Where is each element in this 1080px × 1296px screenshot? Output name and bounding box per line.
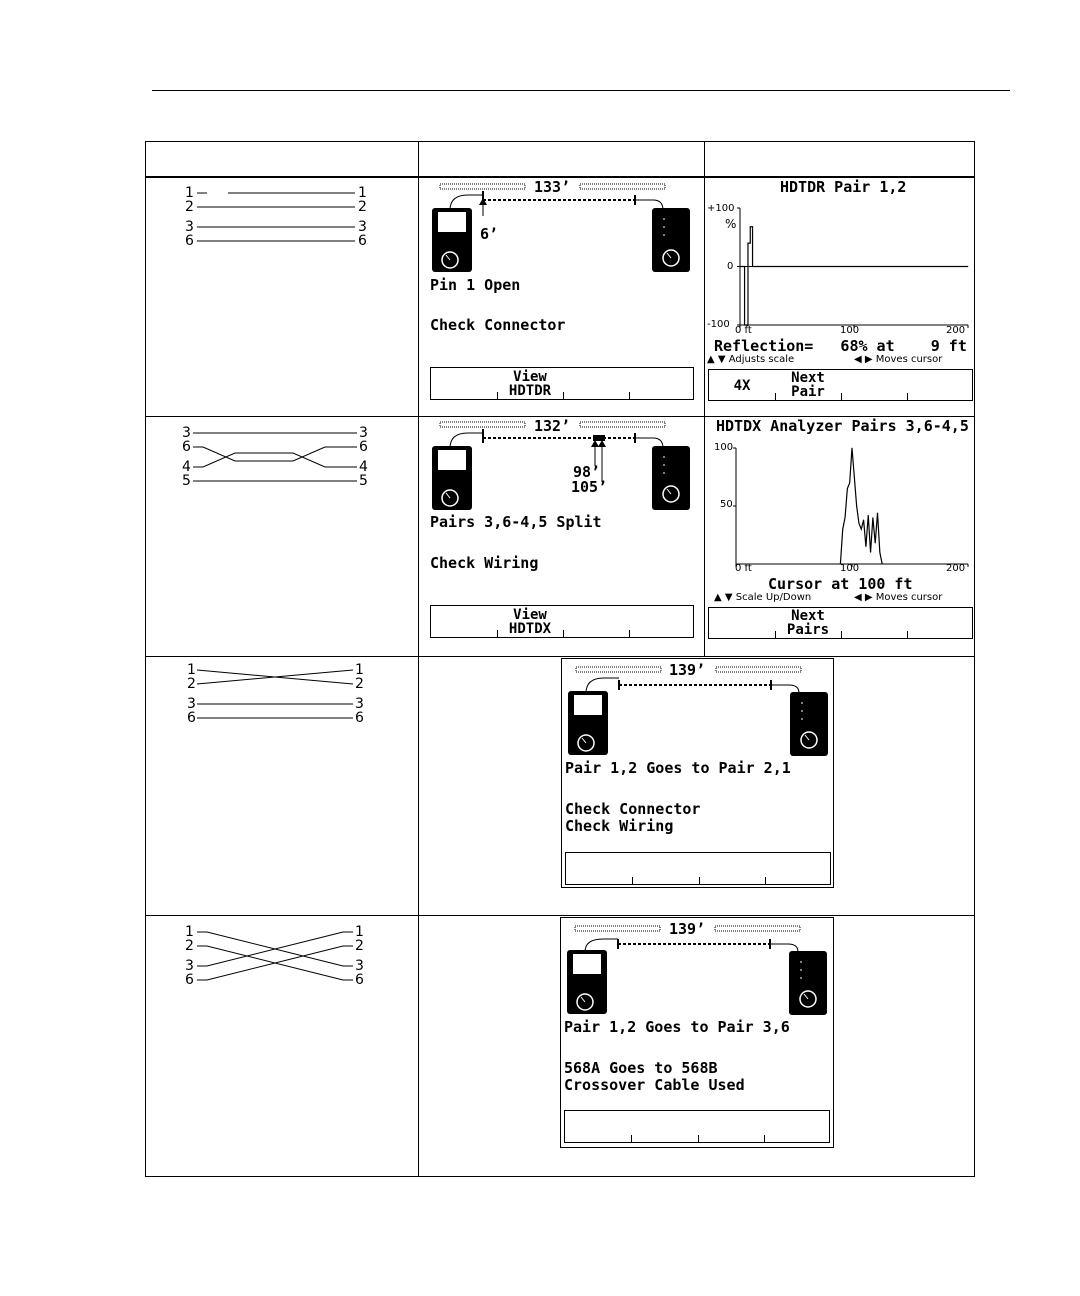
data-point [740,266,741,267]
pin-label-right: 5 [359,473,368,489]
data-point [861,529,862,530]
x-tick-label: 0 ft [735,325,752,336]
wire-map-screen-row4 [560,917,834,1148]
data-point [863,520,864,521]
data-point [849,482,850,483]
x-tick-label: 100 [840,325,860,336]
pin-label-left: 6 [182,439,191,455]
data-point [847,488,848,489]
cursor-hint: ◀ ▶ Moves cursor [854,592,943,603]
pin-label-left: 4 [182,459,191,475]
pin-label-left: 3 [185,219,194,235]
cable-length: 139’ [669,661,706,679]
cursor-hint: ◀ ▶ Moves cursor [854,354,943,365]
pin-label-left: 1 [185,924,194,940]
pin-label-left: 2 [187,676,196,692]
y-tick-label: -100 [707,319,730,330]
scale-hint: ▲ ▼ Scale Up/Down [714,592,812,603]
zoom-4x-softkey[interactable]: 4X [733,378,751,394]
data-point [868,515,869,516]
data-point [870,552,871,553]
y-unit-label: % [725,217,737,231]
y-tick-label: +100 [707,203,735,214]
data-point [872,517,873,518]
pin-label-right: 3 [355,958,364,974]
pin-label-left: 6 [185,972,194,988]
cursor-readout: Cursor at 100 ft [768,575,913,593]
x-tick-label: 0 ft [735,563,752,574]
view-hdtdr-softkey[interactable]: View HDTDR [508,369,552,399]
next-pair-softkey[interactable]: Next Pair [791,370,825,400]
wire-lines [145,658,417,738]
data-point [859,523,860,524]
x-tick-label: 100 [840,563,860,574]
data-point [879,552,880,553]
softkey-bar[interactable] [430,367,694,400]
wire-lines [145,918,417,998]
cable-length: 132’ [534,417,571,435]
wire-lines [145,418,417,498]
wire-lines [145,178,417,258]
pin-label-right: 2 [355,938,364,954]
hdtdx-plot [706,418,974,568]
data-point [875,543,876,544]
softkey-bar[interactable] [564,1110,830,1143]
pin-label-right: 1 [355,662,364,678]
pin-label-right: 1 [358,185,367,201]
pin-label-left: 3 [187,696,196,712]
softkey-bar[interactable] [430,605,694,638]
data-point [854,477,855,478]
row-divider [145,656,975,657]
data-point [748,325,749,326]
data-point [866,546,867,547]
pin-label-right: 1 [355,924,364,940]
table-top-border [145,141,975,142]
pin-label-left: 1 [187,662,196,678]
fault-distance: 105’ [571,478,608,496]
pin-label-right: 2 [358,199,367,215]
fault-status: Pin 1 Open [430,276,521,294]
data-point [882,564,883,565]
data-point [842,529,843,530]
advice-text: Crossover Cable Used [564,1076,745,1094]
y-tick-label: 50 [720,499,733,510]
pin-label-right: 3 [358,219,367,235]
graph-title: HDTDR Pair 1,2 [780,178,907,196]
softkey-bar[interactable] [565,852,831,885]
pin-label-left: 5 [182,473,191,489]
data-point [744,325,745,326]
pin-label-left: 3 [185,958,194,974]
pin-label-right: 6 [359,439,368,455]
pin-label-left: 6 [187,710,196,726]
pin-label-left: 2 [185,199,194,215]
advice-text: 568A Goes to 568B [564,1059,718,1077]
advice-text: Check Wiring [565,817,674,835]
advice-text: Check Connector [430,316,566,334]
data-point [856,506,857,507]
fault-distance: 6’ [480,225,499,243]
pin-label-left: 1 [185,185,194,201]
x-tick-label: 200 [946,325,966,336]
pin-label-right: 3 [355,696,364,712]
data-point [968,266,969,267]
table-bottom-border [145,1176,975,1177]
data-point [852,448,853,449]
pin-label-right: 4 [359,459,368,475]
column-divider [704,141,705,657]
pin-label-left: 6 [185,233,194,249]
series-line-crosstalk [840,448,882,564]
cable-length: 133’ [534,178,571,196]
pin-label-right: 6 [355,972,364,988]
data-point [750,226,751,227]
pin-label-left: 3 [182,425,191,441]
pin-label-left: 2 [185,938,194,954]
reflection-readout: Reflection= 68% at 9 ft [714,337,967,355]
cable-length: 139’ [669,920,706,938]
fault-status: Pairs 3,6-4,5 Split [430,513,602,531]
data-point [845,517,846,518]
fault-status: Pair 1,2 Goes to Pair 2,1 [565,759,791,777]
advice-text: Check Connector [565,800,701,818]
y-tick-label: 100 [714,442,734,453]
next-pairs-softkey[interactable]: Next Pairs [786,608,830,638]
pin-label-right: 3 [359,425,368,441]
softkey-bar[interactable] [708,607,973,639]
y-tick-label: 0 [727,261,734,272]
page-header-rule [152,90,1010,91]
data-point [877,513,878,514]
pin-label-right: 6 [358,233,367,249]
graph-title: HDTDX Analyzer Pairs 3,6-4,5 [716,417,969,435]
x-tick-label: 200 [946,563,966,574]
row-divider [145,915,975,916]
fault-status: Pair 1,2 Goes to Pair 3,6 [564,1018,790,1036]
data-point [752,266,753,267]
column-divider [418,141,419,1177]
pin-label-right: 2 [355,676,364,692]
softkey-bar[interactable] [708,369,973,401]
series-line-reflection [740,227,968,325]
view-hdtdx-softkey[interactable]: View HDTDX [508,607,552,637]
data-point [752,226,753,227]
data-point [840,564,841,565]
adjust-hint: ▲ ▼ Adjusts scale [707,354,795,365]
hdtdr-plot [706,178,974,348]
data-point [744,266,745,267]
fault-distance: 98’ [573,463,601,481]
data-point [750,243,751,244]
pin-label-right: 6 [355,710,364,726]
wire-map-screen-row3 [561,658,834,888]
advice-text: Check Wiring [430,554,539,572]
table-right-border [974,141,975,1177]
data-point [748,243,749,244]
